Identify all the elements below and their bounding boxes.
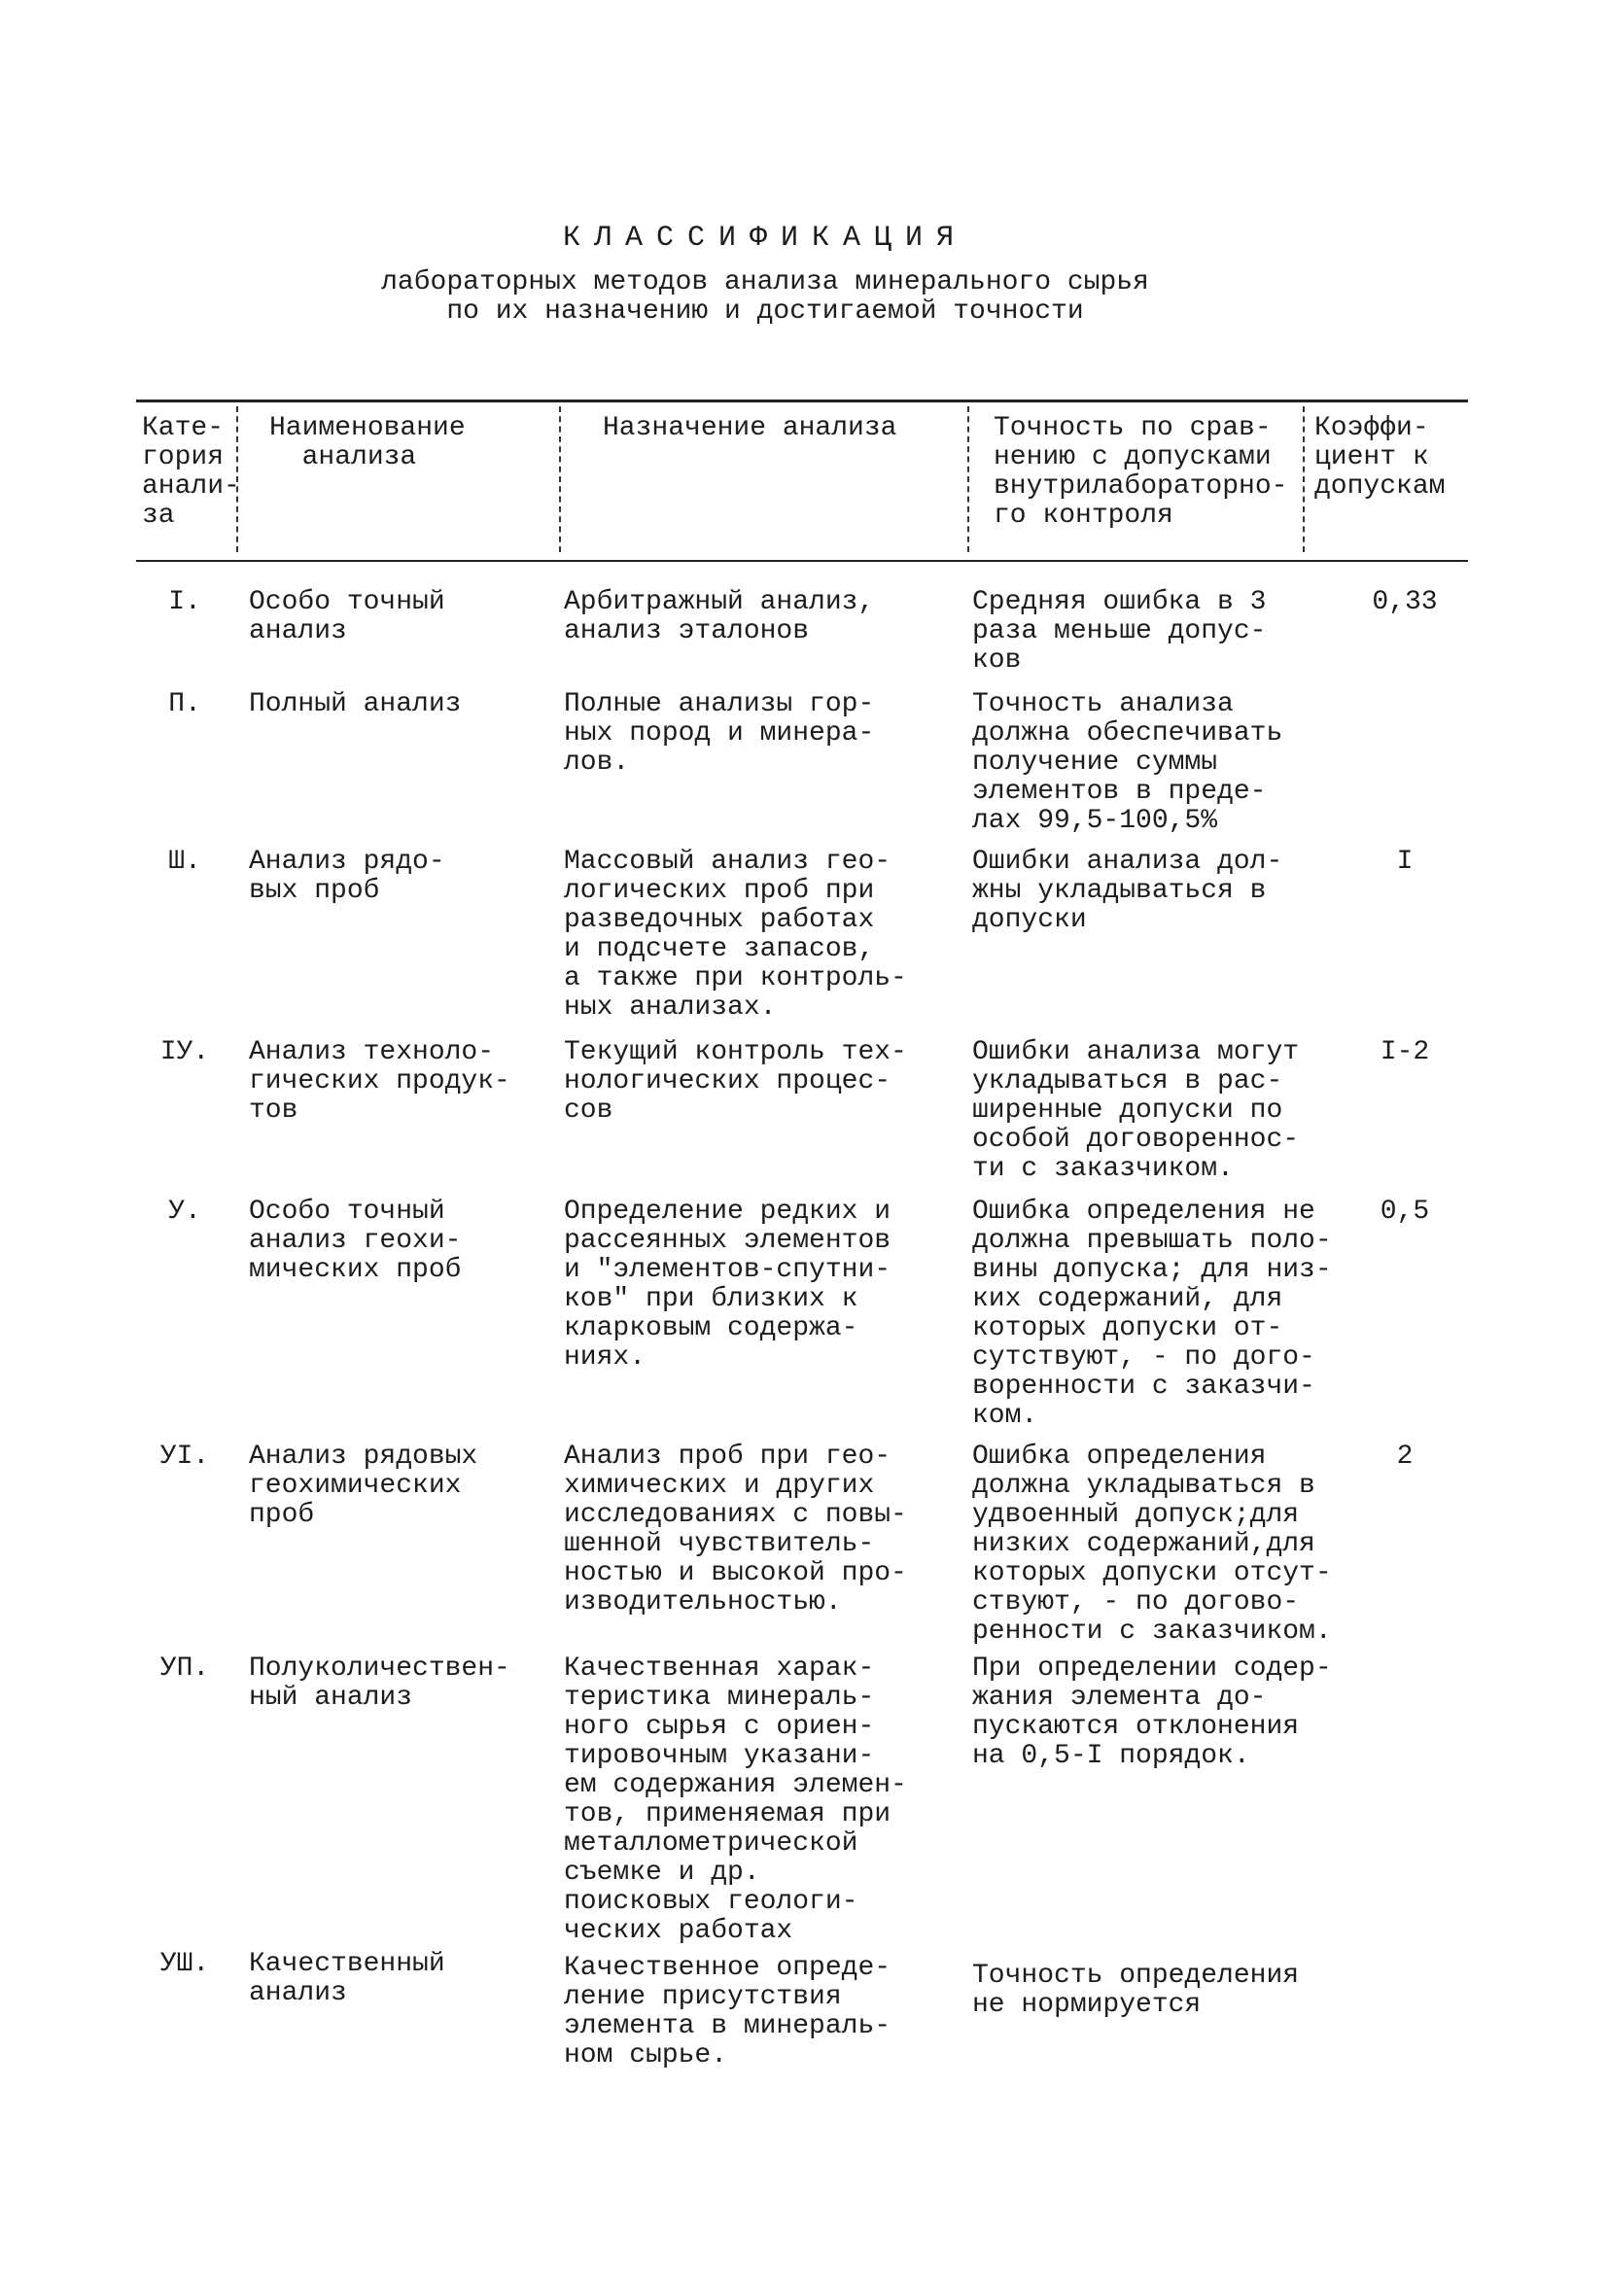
row-2-category: П.	[168, 689, 201, 719]
row-7-accuracy: При определении содер- жания элемента до- пускаются отклонения на 0,5-I порядок.	[972, 1653, 1332, 1771]
row-3-coefficient: I	[1396, 847, 1414, 877]
column-header-purpose: Назначение анализа	[603, 413, 897, 443]
row-5-accuracy: Ошибка определения не должна превышать поло- вины допуска; для низ- ких содержаний, для которых допуски от- сутствуют, - по дого- воренности с заказчи- ком.	[972, 1197, 1332, 1431]
row-8-category: УШ.	[159, 1949, 210, 1979]
row-4-coefficient: I-2	[1380, 1037, 1430, 1067]
header-separator-3	[967, 406, 969, 552]
row-5-name: Особо точный анализ геохи- мических проб	[249, 1197, 462, 1285]
column-header-category: Кате- гория анали- за	[142, 413, 240, 531]
row-4-accuracy: Ошибки анализа могут укладываться в рас- ширенные допуски по особой договореннос- ти с заказчиком.	[972, 1037, 1300, 1184]
row-5-purpose: Определение редких и рассеянных элементов и "элементов-спутни- ков" при близких к кларковым содержа- ниях.	[564, 1197, 891, 1373]
row-1-purpose: Арбитражный анализ, анализ эталонов	[564, 587, 875, 646]
row-3-purpose: Массовый анализ гео- логических проб при разведочных работах и подсчете запасов, а также при контроль- ных анализах.	[564, 847, 907, 1023]
row-5-category: У.	[168, 1197, 201, 1227]
row-6-purpose: Анализ проб при гео- химических и других исследованиях с повы- шенной чувствитель- ностью и высокой про- изводительностью.	[564, 1442, 907, 1618]
row-8-purpose: Качественное опреде- ление присутствия элемента в минераль- ном сырье.	[564, 1953, 891, 2070]
row-7-name: Полуколичествен- ный анализ	[249, 1653, 510, 1713]
column-header-name: Наименование анализа	[269, 413, 466, 472]
row-8-name: Качественный анализ	[249, 1949, 445, 2008]
row-6-coefficient: 2	[1396, 1442, 1414, 1472]
row-3-category: Ш.	[168, 847, 201, 877]
table-top-rule	[136, 400, 1468, 402]
row-6-name: Анализ рядовых геохимических проб	[249, 1442, 478, 1530]
row-3-name: Анализ рядо- вых проб	[249, 847, 445, 906]
row-1-category: I.	[168, 587, 201, 617]
row-5-coefficient: 0,5	[1380, 1197, 1430, 1227]
document-title: КЛАССИФИКАЦИЯ	[562, 222, 968, 255]
row-4-category: IУ.	[159, 1037, 210, 1067]
row-4-purpose: Текущий контроль тех- нологических процес- сов	[564, 1037, 907, 1126]
header-separator-4	[1303, 406, 1305, 552]
table-header-rule	[136, 560, 1468, 562]
row-7-purpose: Качественная харак- теристика минераль- ного сырья с ориен- тировочным указани- ем содержания элемен- тов, применяемая при металлометрической съемке и др. поисковых геологи- ческих работах	[564, 1653, 907, 1946]
row-1-accuracy: Средняя ошибка в 3 раза меньше допус- ков	[972, 587, 1267, 676]
row-1-coefficient: 0,33	[1372, 587, 1438, 617]
row-8-accuracy: Точность определения не нормируется	[972, 1961, 1300, 2020]
row-3-accuracy: Ошибки анализа дол- жны укладываться в допуски	[972, 847, 1283, 935]
row-6-category: УI.	[159, 1442, 210, 1472]
row-2-accuracy: Точность анализа должна обеспечивать получение суммы элементов в преде- лах 99,5-100,5%	[972, 689, 1283, 836]
document-subtitle-line-1: лабораторных методов анализа минерального сырья	[381, 267, 1149, 297]
header-separator-2	[559, 406, 561, 552]
row-1-name: Особо точный анализ	[249, 587, 445, 646]
document-subtitle-line-2: по их назначению и достигаемой точности	[446, 296, 1084, 327]
row-7-category: УП.	[159, 1653, 210, 1684]
column-header-accuracy: Точность по срав- нению с допусками внутрилабораторно- го контроля	[994, 413, 1288, 531]
row-4-name: Анализ техноло- гических продук- тов	[249, 1037, 510, 1126]
row-2-name: Полный анализ	[249, 689, 462, 719]
row-6-accuracy: Ошибка определения должна укладываться в удвоенный допуск;для низких содержаний,для которых допуски отсут- ствуют, - по догово- ренности с заказчиком.	[972, 1442, 1332, 1647]
column-header-coefficient: Коэффи- циент к допускам	[1314, 413, 1446, 502]
row-2-purpose: Полные анализы гор- ных пород и минера- лов.	[564, 689, 875, 778]
